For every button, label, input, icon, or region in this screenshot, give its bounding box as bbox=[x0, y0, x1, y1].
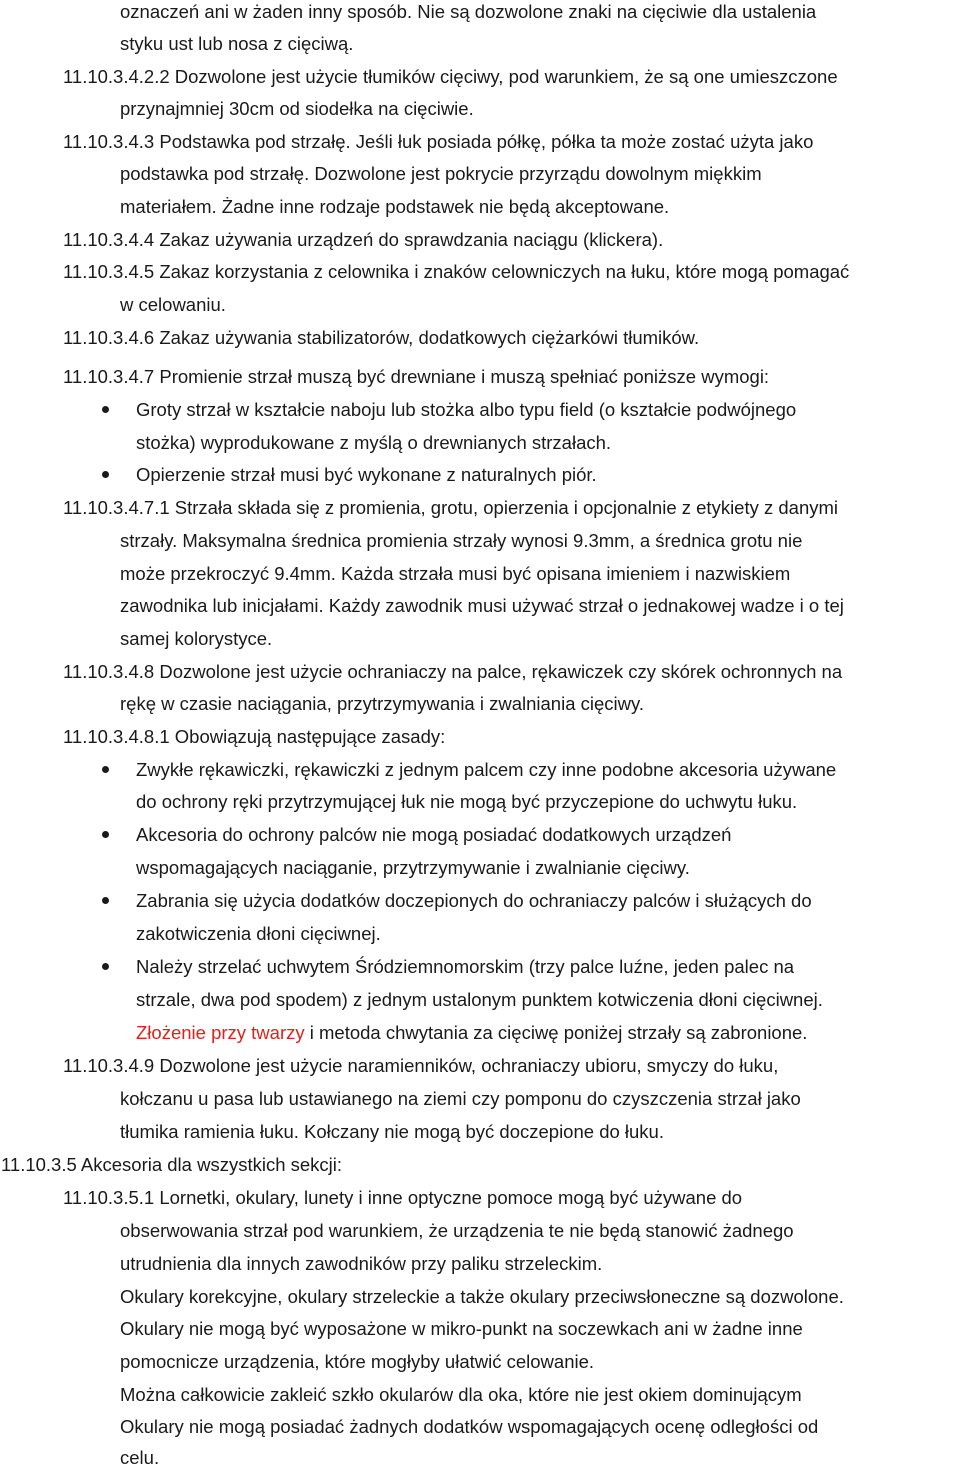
bullet-text: Akcesoria do ochrony palców nie mogą posiadać dodatkowych urządzeń bbox=[136, 824, 732, 845]
bullet-text: zakotwiczenia dłoni cięciwnej. bbox=[136, 923, 381, 944]
text-line: zawodnika lub inicjałami. Każdy zawodnik musi używać strzał o jednakowej wadze i o tej bbox=[120, 595, 844, 616]
bullet-icon bbox=[102, 963, 109, 970]
text-line: celu. bbox=[120, 1447, 160, 1468]
section-11-10-3-5: 11.10.3.5 Akcesoria dla wszystkich sekcji: bbox=[1, 1154, 343, 1175]
text-line: kołczanu u pasa lub ustawianego na ziemi czy pomponu do czyszczenia strzał jako bbox=[120, 1088, 801, 1109]
section-11-10-3-4-9: 11.10.3.4.9 Dozwolone jest użycie naramienników, ochraniaczy ubioru, smyczy do łuku, bbox=[63, 1055, 779, 1076]
bullet-text bbox=[136, 1021, 807, 1045]
text-line: materiałem. Żadne inne rodzaje podstawek nie będą akceptowane. bbox=[120, 196, 670, 217]
bullet-text: stożka) wyprodukowane z myślą o drewnianych strzałach. bbox=[136, 432, 612, 453]
text-line: pomocnicze urządzenia, które mogłyby ułatwić celowanie. bbox=[120, 1351, 595, 1372]
text-line: tłumika ramienia łuku. Kołczany nie mogą być doczepione do łuku. bbox=[120, 1121, 664, 1142]
text-line: obserwowania strzał pod warunkiem, że urządzenia te nie będą stanowić żadnego bbox=[120, 1220, 794, 1241]
text-line: Można całkowicie zakleić szkło okularów dla oka, które nie jest okiem dominującym bbox=[120, 1384, 802, 1405]
section-11-10-3-4-4: 11.10.3.4.4 Zakaz używania urządzeń do sprawdzania naciągu (klickera). bbox=[63, 229, 664, 250]
text-run: i metoda chwytania za cięciwę poniżej strzały są zabronione. bbox=[304, 1022, 808, 1043]
text-line: strzały. Maksymalna średnica promienia strzały wynosi 9.3mm, a średnica grotu nie bbox=[120, 530, 803, 551]
bullet-icon bbox=[102, 766, 109, 773]
section-11-10-3-4-5: 11.10.3.4.5 Zakaz korzystania z celownika i znaków celowniczych na łuku, które mogą pomagać bbox=[63, 261, 850, 282]
section-11-10-3-4-6: 11.10.3.4.6 Zakaz używania stabilizatorów, dodatkowych ciężarkówi tłumików. bbox=[63, 327, 700, 348]
text-line: Okulary korekcyjne, okulary strzeleckie a także okulary przeciwsłoneczne są dozwolone. bbox=[120, 1286, 844, 1307]
text-line: w celowaniu. bbox=[120, 294, 226, 315]
text-line: utrudnienia dla innych zawodników przy paliku strzeleckim. bbox=[120, 1253, 603, 1274]
bullet-text: Opierzenie strzał musi być wykonane z naturalnych piór. bbox=[136, 464, 597, 485]
section-11-10-3-4-7: 11.10.3.4.7 Promienie strzał muszą być drewniane i muszą spełniać poniższe wymogi: bbox=[63, 366, 770, 387]
text-line: styku ust lub nosa z cięciwą. bbox=[120, 33, 354, 54]
section-11-10-3-4-2-2: 11.10.3.4.2.2 Dozwolone jest użycie tłumików cięciwy, pod warunkiem, że są one umieszczone bbox=[63, 66, 838, 87]
section-11-10-3-5-1: 11.10.3.5.1 Lornetki, okulary, lunety i inne optyczne pomoce mogą być używane do bbox=[63, 1187, 743, 1208]
bullet-text: wspomagających naciąganie, przytrzymywanie i zwalnianie cięciwy. bbox=[136, 857, 690, 878]
text-line: przynajmniej 30cm od siodełka na cięciwie. bbox=[120, 98, 474, 119]
bullet-text: Należy strzelać uchwytem Śródziemnomorskim (trzy palce luźne, jeden palec na bbox=[136, 956, 795, 977]
bullet-text: Zwykłe rękawiczki, rękawiczki z jednym palcem czy inne podobne akcesoria używane bbox=[136, 759, 837, 780]
bullet-text: Zabrania się użycia dodatków doczepionych do ochraniaczy palców i służących do bbox=[136, 890, 812, 911]
section-11-10-3-4-3: 11.10.3.4.3 Podstawka pod strzałę. Jeśli łuk posiada półkę, półka ta może zostać użyta jako bbox=[63, 131, 814, 152]
text-line: Okulary nie mogą posiadać żadnych dodatków wspomagających ocenę odległości od bbox=[120, 1416, 819, 1437]
bullet-text: Groty strzał w kształcie naboju lub stożka albo typu field (o kształcie podwójnego bbox=[136, 399, 797, 420]
section-11-10-3-4-8-1: 11.10.3.4.8.1 Obowiązują następujące zasady: bbox=[63, 726, 446, 747]
bullet-text: strzale, dwa pod spodem) z jednym ustalonym punktem kotwiczenia dłoni cięciwnej. bbox=[136, 989, 823, 1010]
highlighted-text: Złożenie przy twarzy bbox=[136, 1022, 305, 1043]
bullet-icon bbox=[102, 897, 109, 904]
section-11-10-3-4-7-1: 11.10.3.4.7.1 Strzała składa się z promienia, grotu, opierzenia i opcjonalnie z etykiety z danymi bbox=[63, 497, 839, 518]
bullet-text: do ochrony ręki przytrzymującej łuk nie mogą być przyczepione do uchwytu łuku. bbox=[136, 791, 798, 812]
text-line: rękę w czasie naciągania, przytrzymywania i zwalniania cięciwy. bbox=[120, 693, 645, 714]
bullet-icon bbox=[102, 831, 109, 838]
section-11-10-3-4-8: 11.10.3.4.8 Dozwolone jest użycie ochraniaczy na palce, rękawiczek czy skórek ochronnych na bbox=[63, 661, 843, 682]
bullet-icon bbox=[102, 471, 109, 478]
text-line: Okulary nie mogą być wyposażone w mikro-punkt na soczewkach ani w żadne inne bbox=[120, 1318, 803, 1339]
bullet-icon bbox=[102, 406, 109, 413]
text-line: może przekroczyć 9.4mm. Każda strzała musi być opisana imieniem i nazwiskiem bbox=[120, 563, 791, 584]
text-line: oznaczeń ani w żaden inny sposób. Nie są dozwolone znaki na cięciwie dla ustalenia bbox=[120, 1, 817, 22]
text-line: samej kolorystyce. bbox=[120, 628, 273, 649]
text-line: podstawka pod strzałę. Dozwolone jest pokrycie przyrządu dowolnym miękkim bbox=[120, 163, 762, 184]
